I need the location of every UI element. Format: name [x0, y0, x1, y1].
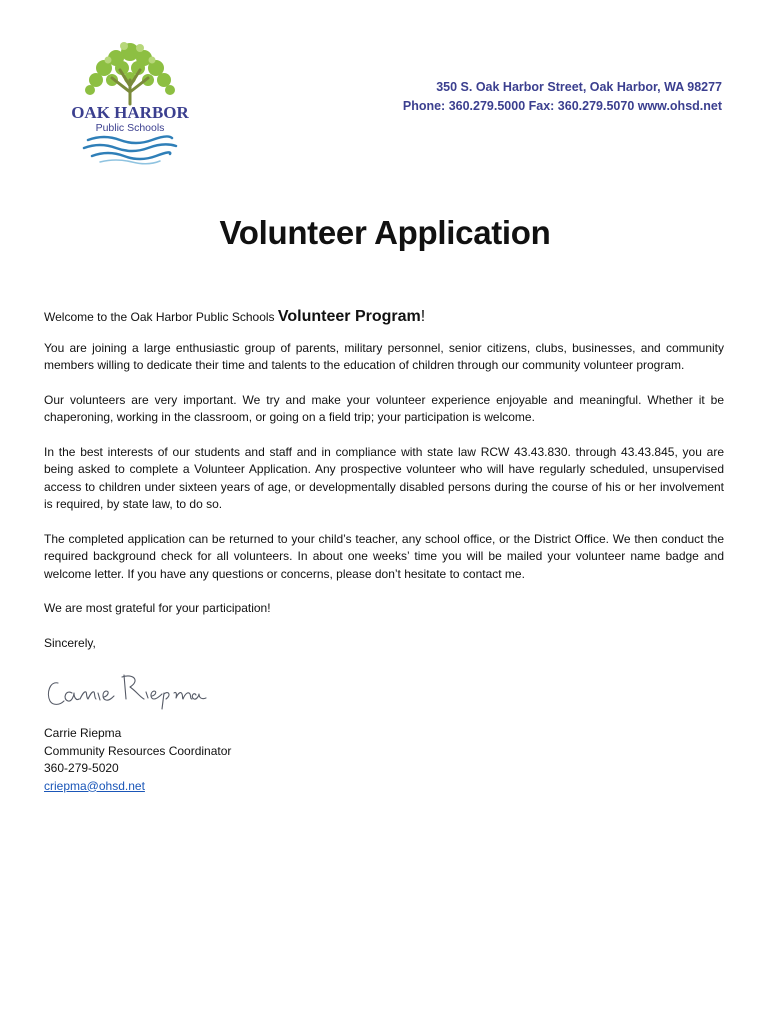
- paragraph-thanks: We are most grateful for your participation!: [44, 601, 271, 615]
- handwritten-signature: [44, 669, 214, 713]
- oak-tree-logo-icon: [60, 30, 200, 170]
- page-title: Volunteer Application: [219, 214, 551, 251]
- signer-role: Community Resources Coordinator: [44, 743, 232, 758]
- paragraph-instructions: The completed application can be returned to your child’s teacher, any school office, or the District Office. We then conduct the required background check for all volunteers. In about one weeks’ time you will be mailed your volunteer name badge and welcome letter. If you have any questions or concerns, please don’t hesitate to contact me.: [44, 531, 724, 581]
- program-name: Volunteer Program: [277, 308, 421, 325]
- letter-body: [44, 308, 724, 795]
- signer-name: Carrie Riepma: [44, 726, 122, 740]
- signer-phone: 360-279-5020: [44, 761, 119, 775]
- street-address: 350 S. Oak Harbor Street, Oak Harbor, WA 98277: [436, 80, 722, 94]
- signer-email-link[interactable]: criepma@ohsd.net: [44, 778, 145, 793]
- signer-info: [44, 725, 724, 795]
- welcome-suffix: !: [420, 308, 426, 325]
- closing: Sincerely,: [44, 635, 96, 650]
- welcome-line: [44, 308, 724, 327]
- district-logo: [60, 30, 200, 170]
- paragraph-intro: You are joining a large enthusiastic group of parents, military personnel, senior citizens, clubs, businesses, and community members willing to dedicate their time and talents to the education of children through our community volunteer program.: [44, 340, 724, 372]
- logo-subtitle-text: Public Schools: [95, 122, 165, 134]
- paragraph-legal: In the best interests of our students and staff and in compliance with state law RCW 43.43.830. through 43.43.845, you are being asked to complete a Volunteer Application. Any prospective volunteer who will have regularly scheduled, unsupervised access to children under sixteen years of age, or developmentally disabled persons during the course of his or her involvement is required, by state law, to do so.: [44, 444, 724, 511]
- contact-line: Phone: 360.279.5000 Fax: 360.279.5070 www.ohsd.net: [402, 99, 722, 113]
- logo-name-text: OAK HARBOR: [71, 103, 189, 122]
- paragraph-importance: Our volunteers are very important. We try and make your volunteer experience enjoyable and meaningful. Whether it be chaperoning, working in the classroom, or going on a field trip; your participation is welcome.: [44, 392, 724, 424]
- welcome-prefix: Welcome to the Oak Harbor Public Schools: [44, 310, 278, 324]
- district-address-block: [403, 78, 722, 116]
